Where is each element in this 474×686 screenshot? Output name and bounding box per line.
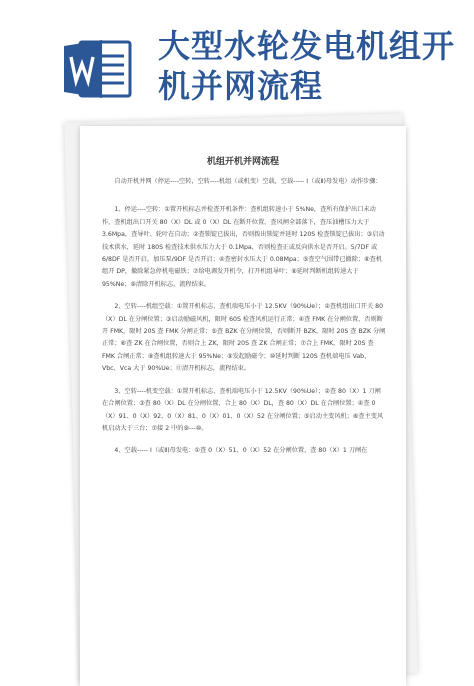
word-document-icon [62, 38, 134, 100]
paragraph-intro: 自动开机并网（停运----空转，空转----机组（或机变）空载，空载----- Ⅰ（或Ⅱ)母发电）动作步骤： [114, 178, 382, 185]
document-page [80, 126, 406, 686]
document-title: 机组开机并网流程 [206, 157, 279, 167]
paragraph-step-4: 4、空载----- Ⅰ（或Ⅱ)母发电：①查 0（X）51、0（X）52 在分闸位置，查 80（X）1 刀闸在 [114, 447, 368, 455]
paragraph-step-2: 2、空转----机组空载：①置开机标志、查机端电压小于 12.5KV（90%Ue）；②查机组出口开关 80（X）DL 在分闸位置；③启动励磁风机，限时 60S 检查风机运行正常；④查 FMK 在分闸位置，否则断开 FMK，限时 20S 查 FMK 分闸正常；⑤查 BZK 在分闸位置，否则断开 BZK，限时 20S 查 BZK 分闸正常；⑥查 ZK 在合闸位置，否则合上 ZK，限时 20S 查 ZK 合闸正常；⑦合上 FMK，限时 20S 查 FMK 合闸正常；⑧查机组转速大于 95%Ne；⑨发起励磁令；⑩延时判断 120S 查机端电压 Vab、Vbc、Vca 大于 90%Ue；⑪清开机标志，流程结束。 [102, 303, 386, 373]
banner-title: 大型水轮发电机组开机并网流程 [158, 27, 456, 105]
document-banner [0, 0, 474, 112]
paragraph-step-3: 3、空转----机变空载：①置开机标志、查机端电压小于 12.5KV（90%Ue）；②查 80（X）1 刀闸在合闸位置；③查 80（X）DL 在分闸位置，合上 80（X）DL，查 80（X）DL 在合闸位置；④查 0（X）91、0（X）92、0（X）81、0（X）01、0（X）52 在分闸位置；⑤启动主变风机；⑥查主变风机启动大于三台；⑦接 2 中的⑨---⑩。 [102, 387, 384, 432]
paragraph-step-1: 1、停运----空转：①置开机标志并检查开机条件：查机组转速小于 5%Ne，查所有保护出口未动作，查机组出口开关 80（X）DL 或 0（X）DL 在断开位置，查风闸全部落下，查压油槽压力大于 3.6Mpa，查导叶、轮叶在自动；②查锁锭已拔出，否则拨出锁锭并延时 120S 检查锁锭已拔出；③启动技术供水，延时 180S 检查技术供水压力大于 0.1Mpa，否则检查正或反向供水是否开启。5/7DF 或 6/8DF 是否开启，加压泵/9DF 是否开启；④查密封水压大于 0.08Mpa；⑤查空气围带已撤除；⑥查机组开 DP，撤除紧急停机电磁铁；⑦给电调发开机令，打开机组导叶；⑧延时判断机组转速大于 95%Ne；⑨清除开机标志，流程结束。 [102, 206, 385, 288]
document-body [102, 176, 386, 468]
